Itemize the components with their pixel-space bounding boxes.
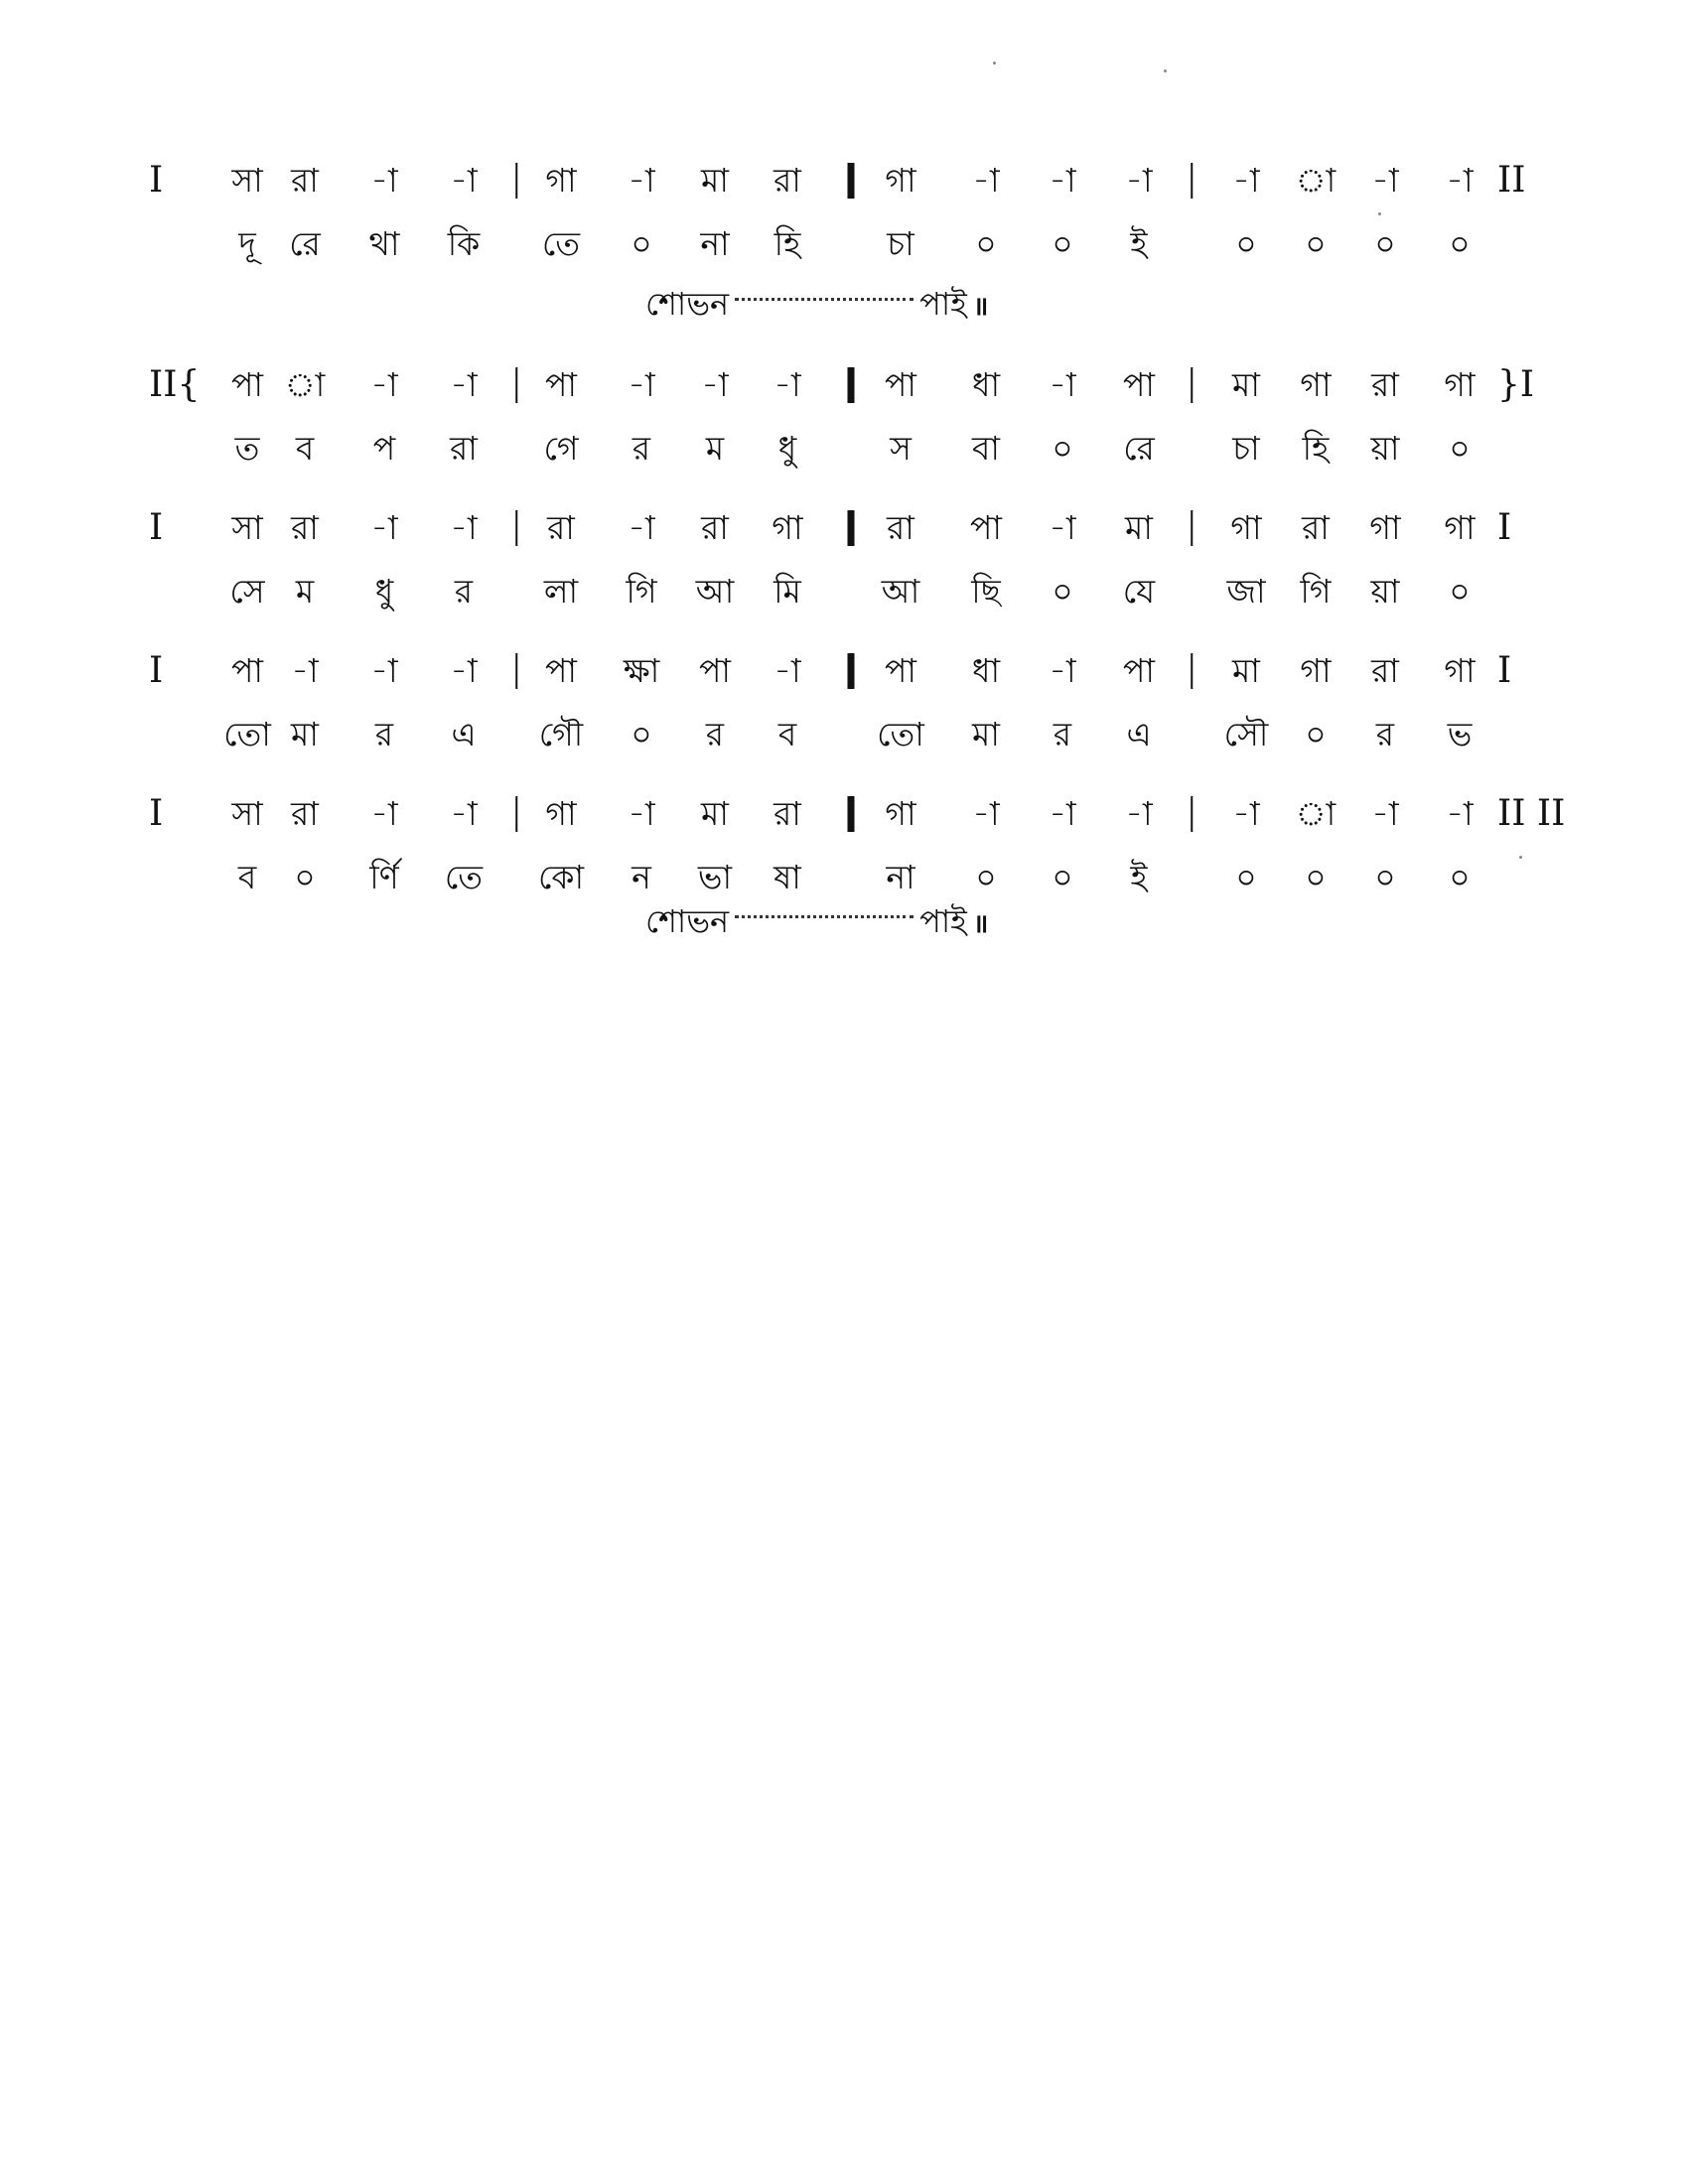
note: গা <box>1444 651 1476 690</box>
lyric-syllable: ০ <box>1449 858 1471 896</box>
note: গা <box>545 794 577 833</box>
lyric-syllable: ছি <box>971 572 1001 611</box>
note: সা <box>231 508 263 547</box>
note: রা <box>291 161 319 200</box>
lyric-syllable: র <box>705 715 725 753</box>
paper-speck <box>1519 856 1522 859</box>
lyric-syllable: গি <box>1300 572 1332 611</box>
note: -া <box>370 161 398 200</box>
end-barline: I <box>1497 507 1512 548</box>
lead-barline: I <box>149 793 164 834</box>
lyric-syllable: তে <box>541 224 581 263</box>
lyric-syllable: সৌ <box>1223 715 1269 753</box>
note: া <box>1295 794 1336 833</box>
note: রা <box>701 508 729 547</box>
note: ধা <box>971 651 1001 690</box>
note: মা <box>701 794 729 833</box>
note: পা <box>231 651 263 690</box>
lyric-syllable: প <box>372 429 396 468</box>
lyric-syllable: ০ <box>1374 858 1396 896</box>
note: রা <box>1371 365 1399 404</box>
note: পা <box>885 365 916 404</box>
note: সা <box>231 161 263 200</box>
note: -া <box>450 651 478 690</box>
note: গা <box>1300 365 1332 404</box>
refrain-double-bar: ॥ <box>972 909 989 939</box>
lyric-syllable: র <box>632 429 651 468</box>
note: -া <box>1446 161 1474 200</box>
lyric-syllable: থা <box>368 224 400 263</box>
note: গা <box>1300 651 1332 690</box>
lyric-syllable: ব <box>295 429 315 468</box>
notes-row-4 <box>0 639 1688 703</box>
lyric-syllable: ই <box>1130 224 1148 263</box>
end-barline: II II <box>1497 793 1566 834</box>
lyric-syllable: আ <box>695 572 735 611</box>
note: গা <box>885 161 916 200</box>
lyric-syllable: গৌ <box>538 715 584 753</box>
notes-row-2 <box>0 353 1688 417</box>
lyric-syllable: হি <box>1302 429 1330 468</box>
note: গা <box>1444 365 1476 404</box>
stanza-2 <box>0 353 1688 480</box>
paper-speck <box>1378 212 1381 215</box>
note: রা <box>774 161 801 200</box>
refrain-double-bar: ॥ <box>972 292 989 322</box>
note: গা <box>772 508 803 547</box>
note: মা <box>701 161 729 200</box>
note: পা <box>545 651 577 690</box>
note: -া <box>628 161 655 200</box>
lyric-syllable: ন <box>632 858 651 896</box>
beat-divider <box>515 367 517 403</box>
refrain-line-2 <box>645 893 988 952</box>
note: -া <box>450 365 478 404</box>
stanza-4 <box>0 639 1688 766</box>
note: -া <box>1125 161 1153 200</box>
note: -া <box>450 794 478 833</box>
note: -া <box>628 508 655 547</box>
note: -া <box>1232 161 1260 200</box>
lyric-syllable: র <box>374 715 394 753</box>
lyric-syllable: গি <box>626 572 657 611</box>
refrain-end: পাই <box>919 902 967 940</box>
lyric-syllable: জা <box>1226 572 1266 611</box>
lead-barline: I <box>149 160 164 201</box>
lyric-syllable: হি <box>774 224 801 263</box>
lyric-syllable: ভ <box>1447 715 1473 753</box>
stanza-1 <box>0 149 1688 323</box>
note: সা <box>231 794 263 833</box>
note: -া <box>1232 794 1260 833</box>
note: রা <box>1371 651 1399 690</box>
paper-speck <box>1164 69 1167 72</box>
note: -া <box>1049 651 1076 690</box>
lyric-syllable: মি <box>774 572 801 611</box>
lyric-syllable: না <box>700 224 730 263</box>
lyric-syllable: ০ <box>975 858 997 896</box>
note: -া <box>1049 365 1076 404</box>
lyric-syllable: ০ <box>1449 572 1471 611</box>
lyric-syllable: ০ <box>1449 429 1471 468</box>
note: -া <box>370 651 398 690</box>
notes-row-1 <box>0 149 1688 212</box>
beat-divider <box>1191 796 1193 832</box>
end-barline: I <box>1497 650 1512 691</box>
note: -া <box>1049 161 1076 200</box>
note: -া <box>1371 161 1399 200</box>
note: গা <box>885 794 916 833</box>
lyric-syllable: গে <box>543 429 579 468</box>
lyrics-row-3 <box>0 560 1688 623</box>
lyric-syllable: ০ <box>294 858 316 896</box>
note: ধা <box>971 365 1001 404</box>
refrain-dots <box>735 298 914 301</box>
lyric-syllable: ব <box>237 858 257 896</box>
lyric-syllable: ০ <box>1052 429 1073 468</box>
note: রা <box>291 794 319 833</box>
note: -া <box>774 365 801 404</box>
lyric-syllable: এ <box>1126 715 1152 753</box>
lead-barline: I <box>149 507 164 548</box>
lyric-syllable: মা <box>291 715 319 753</box>
lyric-syllable: ত <box>234 429 260 468</box>
lyric-syllable: দূ <box>238 224 256 263</box>
lyric-syllable: র <box>454 572 474 611</box>
note: গা <box>1369 508 1401 547</box>
beat-divider <box>1191 510 1193 546</box>
measure-divider-thick <box>848 163 855 199</box>
lyric-syllable: রে <box>1123 429 1155 468</box>
lyric-syllable: ০ <box>975 224 997 263</box>
lyric-syllable: স <box>890 429 912 468</box>
lyric-syllable: ০ <box>1374 224 1396 263</box>
note: -া <box>972 161 1000 200</box>
lyric-syllable: চা <box>1232 429 1260 468</box>
note: -া <box>450 161 478 200</box>
lyric-syllable: তে <box>444 858 484 896</box>
note: রা <box>887 508 914 547</box>
note: -া <box>370 794 398 833</box>
lyric-syllable: ০ <box>1052 572 1073 611</box>
lyric-syllable: তো <box>877 715 924 753</box>
note: -া <box>450 508 478 547</box>
note: পা <box>1123 651 1155 690</box>
lyric-syllable: ০ <box>1305 224 1327 263</box>
lyric-syllable: ভা <box>697 858 733 896</box>
stanza-5 <box>0 782 1688 940</box>
note: পা <box>970 508 1002 547</box>
note: মা <box>1232 365 1260 404</box>
note: পা <box>699 651 731 690</box>
lyric-syllable: ০ <box>1305 715 1327 753</box>
lyric-syllable: ০ <box>1305 858 1327 896</box>
lyric-syllable: ম <box>705 429 725 468</box>
note: -া <box>701 365 729 404</box>
lyric-syllable: লা <box>543 572 579 611</box>
beat-divider <box>515 163 517 199</box>
lyric-syllable: ০ <box>631 224 652 263</box>
note: পা <box>885 651 916 690</box>
lyric-syllable: রা <box>450 429 478 468</box>
lyric-syllable: কো <box>537 858 585 896</box>
note: া <box>1295 161 1336 200</box>
lyrics-row-2 <box>0 417 1688 480</box>
lyrics-row-4 <box>0 703 1688 766</box>
note: -া <box>1049 508 1076 547</box>
note: মা <box>1125 508 1153 547</box>
beat-divider <box>1191 653 1193 689</box>
lyric-syllable: চা <box>887 224 914 263</box>
measure-divider-thick <box>848 796 855 832</box>
lyric-syllable: র <box>1053 715 1072 753</box>
lyric-syllable: ব <box>777 715 797 753</box>
lyric-syllable: যে <box>1122 572 1156 611</box>
lyric-syllable: র্ণি <box>369 858 399 896</box>
refrain-start: শোভন <box>645 285 730 323</box>
beat-divider <box>515 796 517 832</box>
notes-row-3 <box>0 496 1688 560</box>
beat-divider <box>515 510 517 546</box>
lyric-syllable: ০ <box>1052 858 1073 896</box>
lyric-syllable: ০ <box>631 715 652 753</box>
lyric-syllable: ই <box>1130 858 1148 896</box>
beat-divider <box>515 653 517 689</box>
note: -া <box>1125 794 1153 833</box>
refrain-start: শোভন <box>645 902 730 940</box>
lyric-syllable: ম <box>295 572 315 611</box>
end-barline: II <box>1497 160 1526 201</box>
note: পা <box>231 365 263 404</box>
lyric-syllable: বা <box>972 429 1000 468</box>
beat-divider <box>1191 367 1193 403</box>
lyric-syllable: ষা <box>774 858 801 896</box>
notes-row-5 <box>0 782 1688 846</box>
lyric-syllable: কি <box>447 224 481 263</box>
lyrics-row-1 <box>0 212 1688 276</box>
note: পা <box>1123 365 1155 404</box>
lyric-syllable: রে <box>289 224 321 263</box>
lyric-syllable: সে <box>229 572 265 611</box>
note: া <box>284 365 326 404</box>
lyric-syllable: না <box>886 858 915 896</box>
note: গা <box>1444 508 1476 547</box>
stanza-3 <box>0 496 1688 623</box>
lyric-syllable: তো <box>223 715 271 753</box>
end-barline: }I <box>1497 364 1535 405</box>
note: -া <box>972 794 1000 833</box>
lyric-syllable: ০ <box>1449 224 1471 263</box>
note: ক্ষা <box>623 651 660 690</box>
lyric-syllable: ধু <box>374 572 394 611</box>
note: -া <box>628 365 655 404</box>
note: -া <box>370 365 398 404</box>
paper-speck <box>993 62 996 65</box>
lyric-syllable: র <box>1375 715 1395 753</box>
note: -া <box>1446 794 1474 833</box>
note: রা <box>547 508 575 547</box>
lead-barline: II{ <box>149 364 201 405</box>
beat-divider <box>1191 163 1193 199</box>
refrain-end: পাই <box>919 285 967 323</box>
lyric-syllable: মা <box>972 715 1000 753</box>
note: -া <box>291 651 319 690</box>
note: -া <box>774 651 801 690</box>
note: -া <box>1049 794 1076 833</box>
measure-divider-thick <box>848 367 855 403</box>
lyric-syllable: এ <box>451 715 477 753</box>
note: মা <box>1232 651 1260 690</box>
measure-divider-thick <box>848 510 855 546</box>
note: রা <box>291 508 319 547</box>
lyric-syllable: ০ <box>1235 224 1257 263</box>
lyric-syllable: ধু <box>777 429 797 468</box>
note: গা <box>545 161 577 200</box>
note: -া <box>1371 794 1399 833</box>
lead-barline: I <box>149 650 164 691</box>
refrain-dots <box>735 915 914 918</box>
note: -া <box>370 508 398 547</box>
note: রা <box>1302 508 1330 547</box>
lyric-syllable: ০ <box>1052 224 1073 263</box>
measure-divider-thick <box>848 653 855 689</box>
note: গা <box>1230 508 1262 547</box>
lyric-syllable: আ <box>881 572 920 611</box>
lyric-syllable: য়া <box>1370 572 1400 611</box>
lyric-syllable: য়া <box>1370 429 1400 468</box>
note: -া <box>628 794 655 833</box>
lyric-syllable: ০ <box>1235 858 1257 896</box>
note: রা <box>774 794 801 833</box>
refrain-line-1 <box>645 276 988 335</box>
note: পা <box>545 365 577 404</box>
